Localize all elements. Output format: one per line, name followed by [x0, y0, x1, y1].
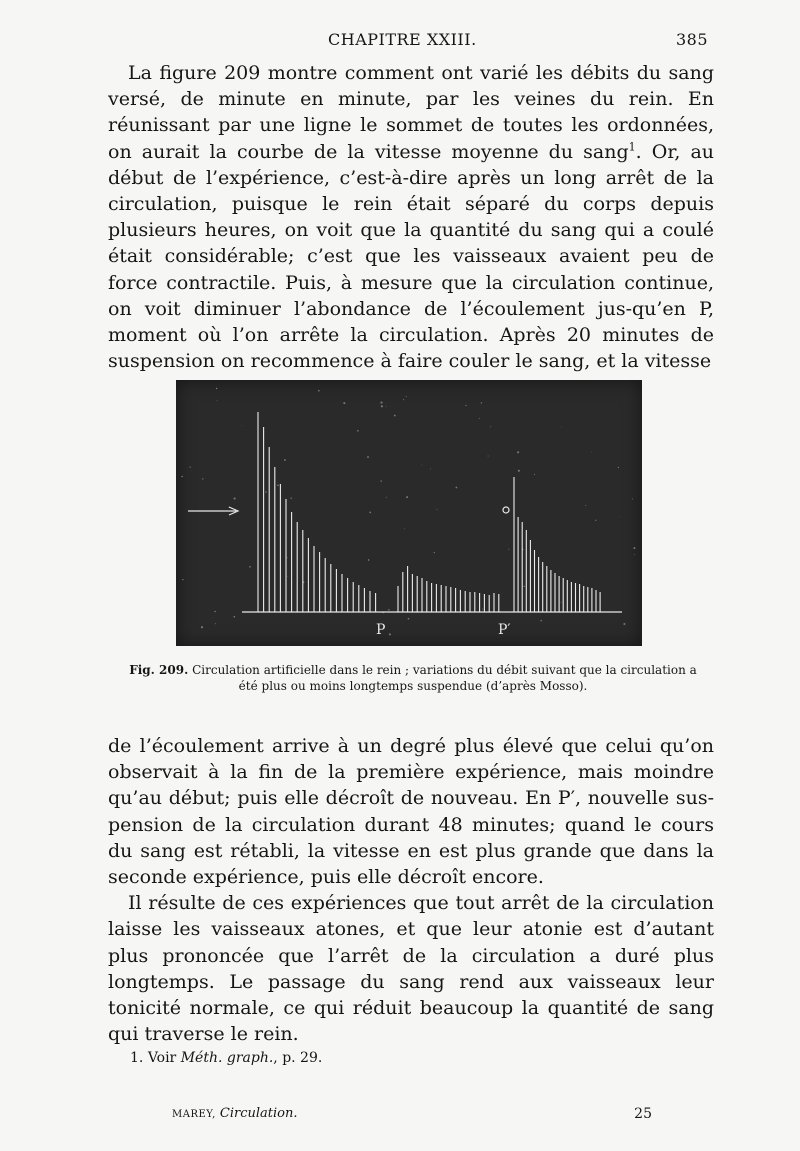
- paragraph-1: [108, 60, 714, 374]
- speckle: [214, 611, 216, 613]
- speckle: [386, 406, 387, 407]
- footnote-suffix: , p. 29.: [273, 1050, 323, 1066]
- speckle: [369, 512, 371, 514]
- speckle: [388, 609, 390, 611]
- speckle: [618, 467, 619, 468]
- speckle: [561, 427, 562, 428]
- speckle: [249, 566, 251, 568]
- speckle: [284, 459, 286, 461]
- speckle: [517, 451, 519, 453]
- speckle: [430, 468, 431, 469]
- figure-209: [176, 380, 642, 646]
- speckle: [465, 405, 466, 406]
- footnote-number: 1.: [130, 1050, 144, 1066]
- speckle: [386, 497, 387, 498]
- speckle: [404, 528, 405, 529]
- paragraph-2: de l’écoulement arrive à un degré plus élevé que celui qu’on observait à la fin de la première expérience, mais moindre qu’au début; puis elle décroît de nouveau. En P′, nouvelle sus-pension de la circulation durant 48 minutes; quand le cours du sang est rétabli, la vitesse en est plus grande que dans la seconde expérience, puis elle décroît encore.: [108, 735, 714, 889]
- speckle: [482, 609, 483, 610]
- speckle: [540, 620, 541, 621]
- speckle: [623, 623, 625, 625]
- speckle: [436, 509, 437, 510]
- speckle: [234, 497, 236, 499]
- speckle: [595, 520, 596, 521]
- label-P: P: [376, 622, 386, 638]
- small-circle-mark: [503, 507, 509, 513]
- footnote-reference: 1: [628, 140, 636, 154]
- speckle: [389, 633, 391, 635]
- speckle: [508, 549, 509, 550]
- speckle: [634, 554, 635, 555]
- speckle: [585, 505, 586, 506]
- paragraphs-after-figure: [108, 733, 714, 1047]
- speckle: [343, 402, 345, 404]
- speckle: [217, 400, 218, 401]
- speckle: [488, 456, 489, 457]
- speckle: [455, 487, 457, 489]
- speckle: [633, 547, 635, 549]
- page-number: 385: [675, 30, 708, 49]
- speckle: [357, 430, 359, 432]
- speckle: [265, 491, 266, 492]
- speckle: [381, 405, 383, 407]
- speckle: [394, 415, 396, 417]
- flow-chart: [176, 380, 642, 646]
- speckle: [318, 390, 320, 392]
- speckle: [534, 474, 535, 475]
- speckle: [277, 484, 279, 486]
- speckle: [406, 496, 408, 498]
- speckle: [434, 552, 435, 553]
- chart-bars: [258, 412, 600, 612]
- speckle: [216, 388, 217, 389]
- speckle: [421, 465, 422, 466]
- speckle: [406, 396, 407, 397]
- speckle: [290, 497, 291, 498]
- speckle: [408, 618, 410, 620]
- arrow-icon: [188, 507, 238, 515]
- speckle: [287, 557, 288, 558]
- paragraph-3: Il résulte de ces expériences que tout arrêt de la circulation laisse les vaisseaux atones, et que leur atonie est d’autant plus prononcée que l’arrêt de la circulation a duré plus longtemps. Le passage du sang rend aux vaisseaux leur tonicité normale, ce qui réduit beaucoup la quantité de sang qui traverse le rein.: [108, 892, 714, 1046]
- footnote: [130, 1050, 530, 1066]
- speckle: [380, 402, 382, 404]
- speckle: [233, 616, 235, 618]
- speckle: [367, 456, 369, 458]
- speckle: [190, 467, 191, 468]
- figure-caption: [118, 662, 708, 694]
- running-header: [108, 30, 708, 54]
- footnote-reference-title: Méth. graph.: [180, 1050, 274, 1066]
- paragraph-1-continuation: . Or, au début de l’expérience, c’est-à-dire après un long arrêt de la circulation, puisque le rein était séparé du corps depuis plusieurs heures, on voit que la quantité du sang qui a coulé était considérable; c’est que les vaisseaux avaient peu de force contractile. Puis, à mesure que la circulation continue, on voit diminuer l’abondance de l’écoulement jus-qu’en P, moment où l’on arrête la circulation. Après 20 minutes de suspension on recommence à faire couler le sang, et la vitesse: [108, 140, 715, 373]
- speckle: [201, 626, 203, 628]
- chapter-title: CHAPITRE XXIII.: [328, 30, 477, 49]
- speckle: [181, 476, 183, 478]
- signature-work: Circulation.: [219, 1106, 298, 1121]
- speckle: [287, 576, 288, 577]
- speckle: [620, 516, 621, 517]
- footnote-prefix: Voir: [147, 1050, 177, 1066]
- figure-label: Fig. 209.: [129, 663, 189, 677]
- speckle: [479, 418, 480, 419]
- speckle: [561, 602, 562, 603]
- speckle: [524, 586, 525, 587]
- speckle: [481, 402, 482, 403]
- label-P-prime: P′: [498, 622, 511, 638]
- printer-signature: [172, 1106, 712, 1126]
- figure-caption-text: Circulation artificielle dans le rein ; variations du débit suivant que la circulation a été plus ou moins longtemps suspendue (d’après Mosso).: [192, 663, 697, 693]
- speckle: [215, 623, 216, 624]
- speckle: [182, 579, 183, 580]
- speckle: [403, 399, 404, 400]
- speckle: [632, 498, 633, 499]
- speckle: [242, 426, 243, 427]
- speckle: [518, 470, 520, 472]
- speckle: [591, 451, 592, 452]
- paragraph-1-text: La figure 209 montre comment ont varié les débits du sang versé, de minute en minute, par les veines du rein. En réunissant par une ligne le sommet de toutes les ordonnées, on aurait la courbe de la vitesse moyenne du sang: [108, 62, 714, 163]
- speckle: [380, 480, 381, 481]
- signature-author: MAREY,: [172, 1109, 216, 1120]
- speckle: [490, 426, 491, 427]
- speckle: [368, 559, 370, 561]
- signature-sheet-number: 25: [634, 1106, 652, 1122]
- speckle: [202, 478, 203, 479]
